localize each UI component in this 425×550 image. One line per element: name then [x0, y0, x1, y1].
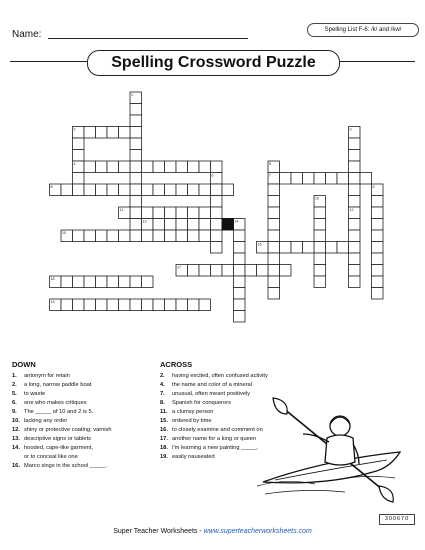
crossword-cell[interactable]	[291, 242, 303, 254]
crossword-cell[interactable]	[107, 230, 119, 242]
crossword-cell[interactable]	[268, 219, 280, 231]
crossword-cell[interactable]	[268, 196, 280, 208]
crossword-cell[interactable]	[314, 173, 326, 185]
crossword-cell[interactable]	[337, 173, 349, 185]
crossword-cell[interactable]	[107, 276, 119, 288]
crossword-cell[interactable]	[165, 230, 177, 242]
crossword-cell[interactable]	[130, 184, 142, 196]
down-clue-number: 1.	[12, 373, 17, 379]
down-heading: DOWN	[12, 360, 36, 369]
crossword-cell[interactable]	[107, 127, 119, 139]
crossword-cell[interactable]	[96, 276, 108, 288]
crossword-cell[interactable]	[130, 299, 142, 311]
crossword-cell[interactable]	[188, 161, 200, 173]
crossword-cell[interactable]	[372, 219, 384, 231]
crossword-cell[interactable]	[199, 219, 211, 231]
clue-number-label: 16	[257, 242, 262, 247]
crossword-cell[interactable]	[349, 230, 361, 242]
crossword-cell[interactable]	[130, 276, 142, 288]
crossword-cell[interactable]	[188, 230, 200, 242]
crossword-cell[interactable]	[73, 150, 85, 162]
crossword-cell[interactable]	[61, 276, 73, 288]
crossword-black-cell	[222, 219, 234, 231]
down-clue	[12, 401, 112, 407]
crossword-cell[interactable]	[360, 173, 372, 185]
crossword-cell[interactable]	[211, 265, 223, 277]
crossword-cell[interactable]	[153, 230, 165, 242]
across-clue-number: 11.	[160, 409, 168, 415]
footer-url[interactable]: www.superteacherworksheets.com	[203, 528, 312, 535]
crossword-cell[interactable]	[130, 115, 142, 127]
crossword-cell[interactable]	[165, 299, 177, 311]
clue-number-label: 8	[50, 185, 53, 189]
across-clue	[160, 410, 268, 416]
down-clue-text: hooded, cape-like garment,	[24, 445, 93, 451]
crossword-cell[interactable]	[142, 230, 154, 242]
clue-number-label: 13	[142, 219, 147, 224]
clue-number-label: 17	[177, 265, 181, 270]
crossword-cell[interactable]	[119, 161, 131, 173]
crossword-cell[interactable]	[176, 161, 188, 173]
crossword-cell[interactable]	[176, 184, 188, 196]
clue-number-label: 4	[73, 162, 76, 166]
crossword-cell[interactable]	[314, 219, 326, 231]
down-clue-text: Marco sings in the school _____.	[24, 463, 108, 469]
across-clue	[160, 446, 268, 452]
crossword-cell[interactable]	[349, 161, 361, 173]
crossword-cell[interactable]	[199, 299, 211, 311]
crossword-cell[interactable]	[96, 184, 108, 196]
clue-number-label: 11	[119, 208, 124, 212]
crossword-cell[interactable]	[314, 242, 326, 254]
spelling-list-label: Spelling List F-6: /k/ and /kw/	[307, 23, 419, 37]
crossword-cell[interactable]	[96, 161, 108, 173]
crossword-cell[interactable]	[268, 207, 280, 219]
kayaker-illustration	[255, 390, 405, 505]
across-heading: ACROSS	[160, 360, 193, 369]
down-clue-text: to waste	[24, 391, 46, 397]
down-clue-number: 16.	[12, 463, 20, 469]
down-clue-text: or to conceal like one	[24, 454, 78, 460]
crossword-cell[interactable]	[314, 276, 326, 288]
down-clue-number: 6.	[12, 400, 17, 406]
crossword-cell[interactable]	[372, 265, 384, 277]
crossword-cell[interactable]	[280, 242, 292, 254]
crossword-cell[interactable]	[349, 276, 361, 288]
down-clue-text: lacking any order	[24, 418, 68, 424]
crossword-cell[interactable]	[211, 230, 223, 242]
crossword-cell[interactable]	[199, 265, 211, 277]
crossword-cell[interactable]	[349, 242, 361, 254]
crossword-cell[interactable]	[314, 207, 326, 219]
crossword-cell[interactable]	[119, 299, 131, 311]
crossword-cell[interactable]	[107, 299, 119, 311]
across-clue-number: 19.	[160, 454, 168, 460]
crossword-cell[interactable]	[372, 242, 384, 254]
crossword-cell[interactable]	[165, 161, 177, 173]
crossword-cell[interactable]	[188, 299, 200, 311]
down-clue	[12, 437, 112, 443]
down-clue	[12, 374, 112, 380]
crossword-cell[interactable]	[326, 173, 338, 185]
across-clue-number: 2.	[160, 373, 165, 379]
crossword-cell[interactable]	[188, 265, 200, 277]
clue-number-label: 18	[50, 277, 55, 281]
crossword-cell[interactable]	[372, 196, 384, 208]
crossword-cell[interactable]	[222, 184, 234, 196]
name-label: Name:	[12, 29, 42, 40]
crossword-cell[interactable]	[372, 230, 384, 242]
clue-number-label: 7	[269, 173, 271, 178]
down-clue	[12, 464, 112, 470]
crossword-cell[interactable]	[337, 242, 349, 254]
crossword-cell[interactable]	[176, 219, 188, 231]
footer	[0, 528, 425, 535]
crossword-cell[interactable]	[222, 265, 234, 277]
crossword-cell[interactable]	[314, 230, 326, 242]
clue-number-label: 19	[50, 300, 55, 304]
crossword-cell[interactable]	[165, 184, 177, 196]
crossword-cell[interactable]	[188, 207, 200, 219]
down-clues	[12, 374, 112, 473]
crossword-cell[interactable]	[61, 299, 73, 311]
crossword-cell[interactable]	[211, 184, 223, 196]
crossword-cell[interactable]	[268, 253, 280, 265]
across-clue-text: Spanish for conquerors	[172, 400, 231, 406]
crossword-cell[interactable]	[303, 242, 315, 254]
across-clue-number: 18.	[160, 445, 168, 451]
down-clue-number: 12.	[12, 427, 20, 433]
across-clue-text: having excited, often confused activity	[172, 373, 268, 379]
across-clue-text: the name and color of a mineral	[172, 382, 252, 388]
crossword-cell[interactable]	[165, 219, 177, 231]
across-clue	[160, 401, 268, 407]
crossword-cell[interactable]	[73, 299, 85, 311]
crossword-cell[interactable]	[142, 184, 154, 196]
crossword-cell[interactable]	[142, 207, 154, 219]
crossword-cell[interactable]	[234, 276, 246, 288]
crossword-cell[interactable]	[211, 242, 223, 254]
clue-number-label: 5	[269, 162, 271, 166]
across-clue-number: 16.	[160, 427, 168, 433]
down-clue	[12, 383, 112, 389]
crossword-cell[interactable]	[84, 184, 96, 196]
clue-number-label: 6	[211, 173, 214, 178]
clue-number-label: 9	[372, 185, 375, 189]
down-clue	[12, 428, 112, 434]
crossword-cell[interactable]	[234, 253, 246, 265]
down-clue	[12, 392, 112, 398]
crossword-cell[interactable]	[96, 299, 108, 311]
down-clue-number: 10.	[12, 418, 20, 424]
down-clue-text: a long, narrow paddle boat	[24, 382, 92, 388]
crossword-cell[interactable]	[119, 127, 131, 139]
crossword-cell[interactable]	[142, 276, 154, 288]
across-clue-number: 7.	[160, 391, 165, 397]
down-clue-number: 13.	[12, 436, 20, 442]
across-clue-number: 4.	[160, 382, 165, 388]
crossword-cell[interactable]	[245, 265, 257, 277]
crossword-cell[interactable]	[130, 150, 142, 162]
crossword-cell[interactable]	[130, 219, 142, 231]
crossword-cell[interactable]	[211, 196, 223, 208]
across-clues	[160, 374, 268, 464]
crossword-cell[interactable]	[199, 207, 211, 219]
down-clue	[12, 446, 112, 452]
crossword-cell[interactable]	[130, 173, 142, 185]
crossword-cell[interactable]	[349, 265, 361, 277]
crossword-cell[interactable]	[268, 276, 280, 288]
crossword-cell[interactable]	[130, 127, 142, 139]
crossword-cell[interactable]	[349, 219, 361, 231]
across-clue-number: 15.	[160, 418, 168, 424]
crossword-cell[interactable]	[280, 173, 292, 185]
crossword-cell[interactable]	[84, 161, 96, 173]
crossword-cell[interactable]	[211, 161, 223, 173]
down-clue-number: 5.	[12, 391, 17, 397]
crossword-cell[interactable]	[268, 288, 280, 300]
crossword-cell[interactable]	[257, 265, 269, 277]
across-clue-text: ordered by time	[172, 418, 212, 424]
crossword-cell[interactable]	[176, 207, 188, 219]
crossword-cell[interactable]	[349, 173, 361, 185]
crossword-cell[interactable]	[268, 242, 280, 254]
across-clue-text: a clumsy person	[172, 409, 214, 415]
crossword-cell[interactable]	[349, 138, 361, 150]
crossword-cell[interactable]	[130, 230, 142, 242]
crossword-cell[interactable]	[96, 127, 108, 139]
crossword-cell[interactable]	[119, 276, 131, 288]
page-title: Spelling Crossword Puzzle	[87, 50, 340, 76]
across-clue	[160, 455, 268, 461]
across-clue	[160, 383, 268, 389]
crossword-cell[interactable]	[96, 230, 108, 242]
across-clue-text: I'm learning a new painting _____.	[172, 445, 259, 451]
crossword-cell[interactable]	[73, 138, 85, 150]
crossword-cell[interactable]	[234, 242, 246, 254]
crossword-cell[interactable]	[84, 127, 96, 139]
across-clue-number: 8.	[160, 400, 165, 406]
clue-number-label: 10	[315, 196, 319, 201]
across-clue	[160, 428, 268, 434]
crossword-cell[interactable]	[349, 184, 361, 196]
down-clue-text: The _____ of 10 and 2 is 5.	[24, 409, 94, 415]
crossword-cell[interactable]	[153, 299, 165, 311]
down-clue-text: antonym for retain	[24, 373, 70, 379]
crossword-cell[interactable]	[268, 265, 280, 277]
down-clue-number: 2.	[12, 382, 17, 388]
across-clue	[160, 392, 268, 398]
crossword-cell[interactable]	[280, 265, 292, 277]
crossword-cell[interactable]	[73, 276, 85, 288]
crossword-cell[interactable]	[188, 219, 200, 231]
crossword-cell[interactable]	[372, 207, 384, 219]
clue-number-label: 12	[349, 208, 354, 212]
crossword-cell[interactable]	[234, 288, 246, 300]
clue-number-label: 15	[62, 231, 66, 235]
crossword-cell[interactable]	[107, 184, 119, 196]
across-clue-text: to closely examine and comment on	[172, 427, 263, 433]
crossword-cell[interactable]	[199, 161, 211, 173]
across-clue-text: easily nauseated	[172, 454, 215, 460]
crossword-cell[interactable]	[303, 173, 315, 185]
crossword-cell[interactable]	[234, 311, 246, 323]
crossword-cell[interactable]	[153, 161, 165, 173]
crossword-cell[interactable]	[153, 184, 165, 196]
crossword-cell[interactable]	[372, 276, 384, 288]
across-clue-text: unusual, often meant positively	[172, 391, 251, 397]
crossword-cell[interactable]	[349, 196, 361, 208]
crossword-cell[interactable]	[84, 299, 96, 311]
crossword-cell[interactable]	[130, 138, 142, 150]
crossword-cell[interactable]	[211, 219, 223, 231]
across-clue	[160, 374, 268, 380]
down-clue	[12, 419, 112, 425]
crossword-cell[interactable]	[142, 161, 154, 173]
clue-number-label: 3	[349, 127, 352, 132]
crossword-cell[interactable]	[73, 173, 85, 185]
crossword-cell[interactable]	[130, 104, 142, 116]
crossword-cell[interactable]	[326, 242, 338, 254]
crossword-cell[interactable]	[291, 173, 303, 185]
crossword-cell[interactable]	[234, 265, 246, 277]
crossword-cell[interactable]	[73, 184, 85, 196]
down-clue-number: 14.	[12, 445, 20, 451]
crossword-cell[interactable]	[176, 230, 188, 242]
crossword-cell[interactable]	[130, 161, 142, 173]
clue-number-label: 14	[234, 219, 239, 224]
across-clue	[160, 419, 268, 425]
crossword-cell[interactable]	[73, 230, 85, 242]
worksheet-code: 300670	[379, 514, 415, 525]
crossword-cell[interactable]	[349, 150, 361, 162]
crossword-cell[interactable]	[165, 207, 177, 219]
down-clue-number: 9.	[12, 409, 17, 415]
across-clue-number: 17.	[160, 436, 168, 442]
down-clue	[12, 410, 112, 416]
crossword-cell[interactable]	[119, 184, 131, 196]
crossword-cell[interactable]	[372, 288, 384, 300]
across-clue	[160, 437, 268, 443]
crossword-cell[interactable]	[142, 299, 154, 311]
crossword-cell[interactable]	[153, 207, 165, 219]
crossword-cell[interactable]	[349, 253, 361, 265]
clue-number-label: 1	[131, 93, 133, 97]
crossword-cell[interactable]	[234, 299, 246, 311]
clue-number-label: 2	[73, 127, 76, 132]
crossword-cell[interactable]	[199, 230, 211, 242]
crossword-cell[interactable]	[268, 184, 280, 196]
crossword-cell[interactable]	[107, 161, 119, 173]
crossword-cell[interactable]	[130, 196, 142, 208]
crossword-cell[interactable]	[61, 184, 73, 196]
crossword-cell[interactable]	[314, 265, 326, 277]
down-clue-text: descriptive signs or tablets	[24, 436, 92, 442]
crossword-cell[interactable]	[314, 253, 326, 265]
crossword-cell[interactable]	[119, 230, 131, 242]
crossword-cell[interactable]	[234, 230, 246, 242]
crossword-cell[interactable]	[176, 299, 188, 311]
crossword-cell[interactable]	[199, 184, 211, 196]
down-clue-text: one who makes critiques	[24, 400, 87, 406]
crossword-cell[interactable]	[211, 207, 223, 219]
crossword-cell[interactable]	[84, 276, 96, 288]
crossword-cell[interactable]	[84, 230, 96, 242]
across-clue-text: another name for a king or queen	[172, 436, 257, 442]
down-clue-text: shiny or protective coating; varnish	[24, 427, 112, 433]
crossword-cell[interactable]	[188, 184, 200, 196]
footer-brand: Super Teacher Worksheets -	[113, 528, 204, 535]
crossword-cell[interactable]	[268, 230, 280, 242]
crossword-cell[interactable]	[153, 219, 165, 231]
crossword-cell[interactable]	[372, 253, 384, 265]
down-clue	[12, 455, 112, 461]
crossword-cell[interactable]	[130, 207, 142, 219]
